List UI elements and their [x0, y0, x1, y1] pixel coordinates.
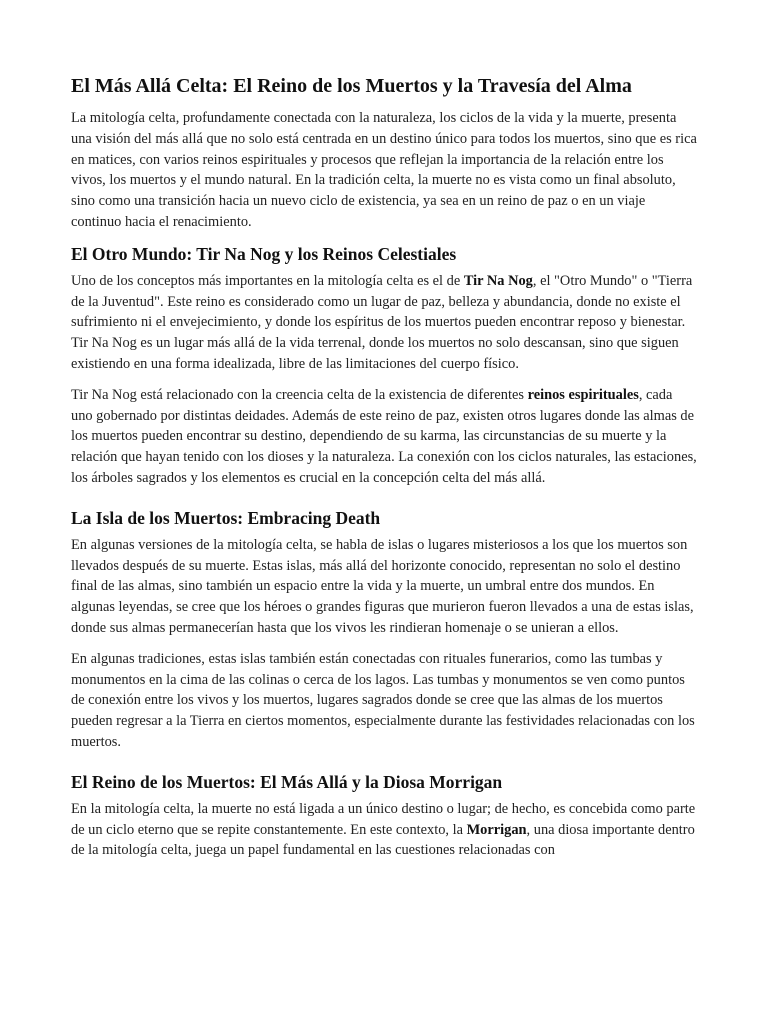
text-run: , el "Otro Mundo" o "Tierra de la Juventud". Este reino es considerado como un lugar de paz, belleza y abundancia, donde no existe el sufrimiento ni el envejecimiento, y donde los espíritus de los muertos pueden encontrar reposo y bienestar. Tir Na Nog es un lugar más allá de la vida terrenal, donde los muertos no solo descansan, sino que siguen existiendo en una forma idealizada, libre de las limitaciones del cuerpo físico.: [71, 272, 693, 372]
text-run: En la mitología celta, la muerte no está ligada a un único destino o lugar; de hecho, es concebida como parte de un ciclo eterno que se repite constantemente. En este contexto, la: [71, 800, 696, 838]
text-run: , una diosa importante dentro de la mitología celta, juega un papel fundamental en las cuestiones relacionadas con: [71, 821, 695, 859]
bold-term: Tir Na Nog: [463, 272, 533, 289]
section-heading: El Reino de los Muertos: El Más Allá y la Diosa Morrigan: [71, 771, 503, 792]
bold-term: Morrigan: [466, 821, 527, 838]
text-run: Uno de los conceptos más importantes en la mitología celta es el de: [71, 272, 464, 289]
section-heading: La Isla de los Muertos: Embracing Death: [71, 507, 381, 528]
paragraph: En algunas versiones de la mitología celta, se habla de islas o lugares misteriosos a los que los muertos son llevados después de su muerte. Estas islas, más allá del horizonte conocido, representan no solo el destino final de las almas, sino también un espacio entre la vida y la muerte, un umbral entre dos mundos. En algunas leyendas, se cree que los héroes o grandes figuras que murieron fueron llevados a una de estas islas, donde sus almas permanecerían hasta que los vivos les rindieran homenaje o se unieran a ellos.: [71, 536, 694, 636]
section-heading: El Otro Mundo: Tir Na Nog y los Reinos Celestiales: [71, 243, 457, 264]
paragraph: [71, 799, 697, 861]
text-run: , cada uno gobernado por distintas deidades. Además de este reino de paz, existen otros lugares donde las almas de los muertos pueden encontrar su destino, dependiendo de su karma, las circunstancias de su muerte y la relación que hayan tenido con los dioses y la naturaleza. La conexión con los ciclos naturales, las estaciones, los árboles sagrados y los elementos es crucial en la concepción celta del más allá.: [71, 386, 697, 486]
section-otro-mundo: [71, 243, 697, 489]
text-run: Tir Na Nog está relacionado con la creencia celta de la existencia de diferentes: [71, 386, 528, 403]
section-reino-muertos: [71, 771, 697, 861]
paragraph: En algunas tradiciones, estas islas también están conectadas con rituales funerarios, como las tumbas y monumentos en la cima de las colinas o cerca de los lagos. Las tumbas y monumentos se ven como puntos de conexión entre los vivos y los muertos, lugares sagrados donde se cree que las almas de los muertos pueden regresar a la Tierra en ciertos momentos, especialmente durante las festividades relacionadas con los muertos.: [71, 650, 695, 750]
intro-paragraph: La mitología celta, profundamente conectada con la naturaleza, los ciclos de la vida y la muerte, presenta una visión del más allá que no solo está centrada en un destino único para todos los muertos, sino que es rica en matices, con varios reinos espirituales y procesos que reflejan la importancia de la relación entre los vivos, los muertos y el mundo natural. En la tradición celta, la muerte no es vista como un final absoluto, sino como una transición hacia un nuevo ciclo de existencia, ya sea en un reino de paz o en un viaje continuo hacia el renacimiento.: [71, 110, 697, 230]
paragraph: [71, 385, 697, 489]
paragraph: [71, 271, 697, 375]
document-page: [71, 74, 697, 871]
bold-term: reinos espirituales: [527, 386, 639, 403]
section-isla-muertos: [71, 507, 697, 753]
document-title: El Más Allá Celta: El Reino de los Muertos y la Travesía del Alma: [71, 75, 632, 97]
